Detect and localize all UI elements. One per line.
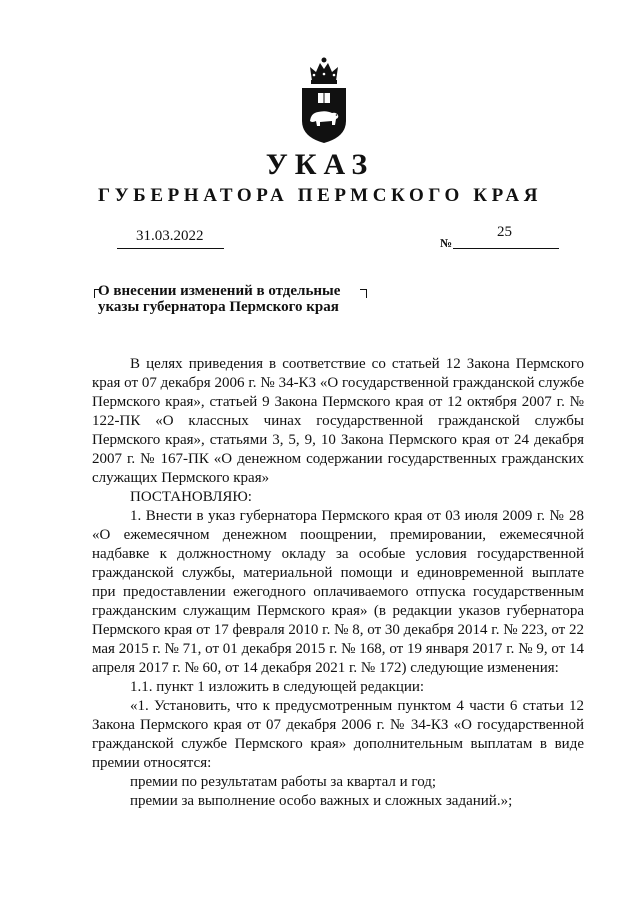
heading-bracket-right xyxy=(360,289,367,298)
body-paragraph-bonus-1: премии по результатам работы за квартал и год; xyxy=(130,774,437,790)
number-underline xyxy=(453,248,559,249)
body-paragraph-preamble: В целях приведения в соответствие со статьей 12 Закона Пермского края от 07 декабря 2006 г. № 34-КЗ «О государственной гражданской службе Пермского края», статьей 9 Закона Пермского края от 12 октября 2007 г. № 122-ПК «О классных чинах государственной гражданской службы Пермского края», статьями 3, 5, 9, 10 Закона Пермского края от 24 декабря 2007 г. № 167-ПК «О денежном содержании государственных гражданских служащих Пермского края» xyxy=(92,356,584,486)
heading-line-1: О внесении изменений в отдельные xyxy=(98,283,341,299)
body-paragraph-quote: «1. Установить, что к предусмотренным пунктом 4 части 6 статьи 12 Закона Пермского края от 07 декабря 2006 г. № 34-КЗ «О государственной гражданской службе Пермского края» дополнительным выплатам в виде премии относятся: xyxy=(92,698,584,771)
document-number: 25 xyxy=(497,224,512,240)
date-underline xyxy=(117,248,224,249)
document-heading xyxy=(98,283,358,315)
coat-of-arms-emblem xyxy=(298,55,350,145)
body-paragraph-bonus-2: премии за выполнение особо важных и сложных заданий.»; xyxy=(130,793,513,809)
number-label: № xyxy=(440,236,453,250)
document-subtitle: ГУБЕРНАТОРА ПЕРМСКОГО КРАЯ xyxy=(97,185,543,206)
crown-icon xyxy=(310,58,338,85)
heading-line-2: указы губернатора Пермского края xyxy=(98,299,339,315)
body-paragraph-item-1: 1. Внести в указ губернатора Пермского края от 03 июля 2009 г. № 28 «О ежемесячном денежном поощрении, премировании, ежемесячной надбавке к должностному окладу за особые условия государственной гражданской службы, материальной помощи и единовременной выплате при предоставлении ежегодного оплачиваемого отпуска государственным гражданским служащим Пермского края» (в редакции указов губернатора Пермского края от 17 февраля 2010 г. № 8, от 30 декабря 2014 г. № 223, от 22 мая 2015 г. № 71, от 01 декабря 2015 г. № 168, от 19 января 2017 г. № 9, от 14 апреля 2017 г. № 60, от 14 декабря 2021 г. № 172) следующие изменения: xyxy=(92,508,584,676)
document-body xyxy=(92,355,584,811)
body-paragraph-item-1-1: 1.1. пункт 1 изложить в следующей редакции: xyxy=(130,679,425,695)
decree-word: ПОСТАНОВЛЯЮ: xyxy=(130,489,252,505)
document-title: УКАЗ xyxy=(265,148,375,181)
document-date: 31.03.2022 xyxy=(136,228,204,244)
